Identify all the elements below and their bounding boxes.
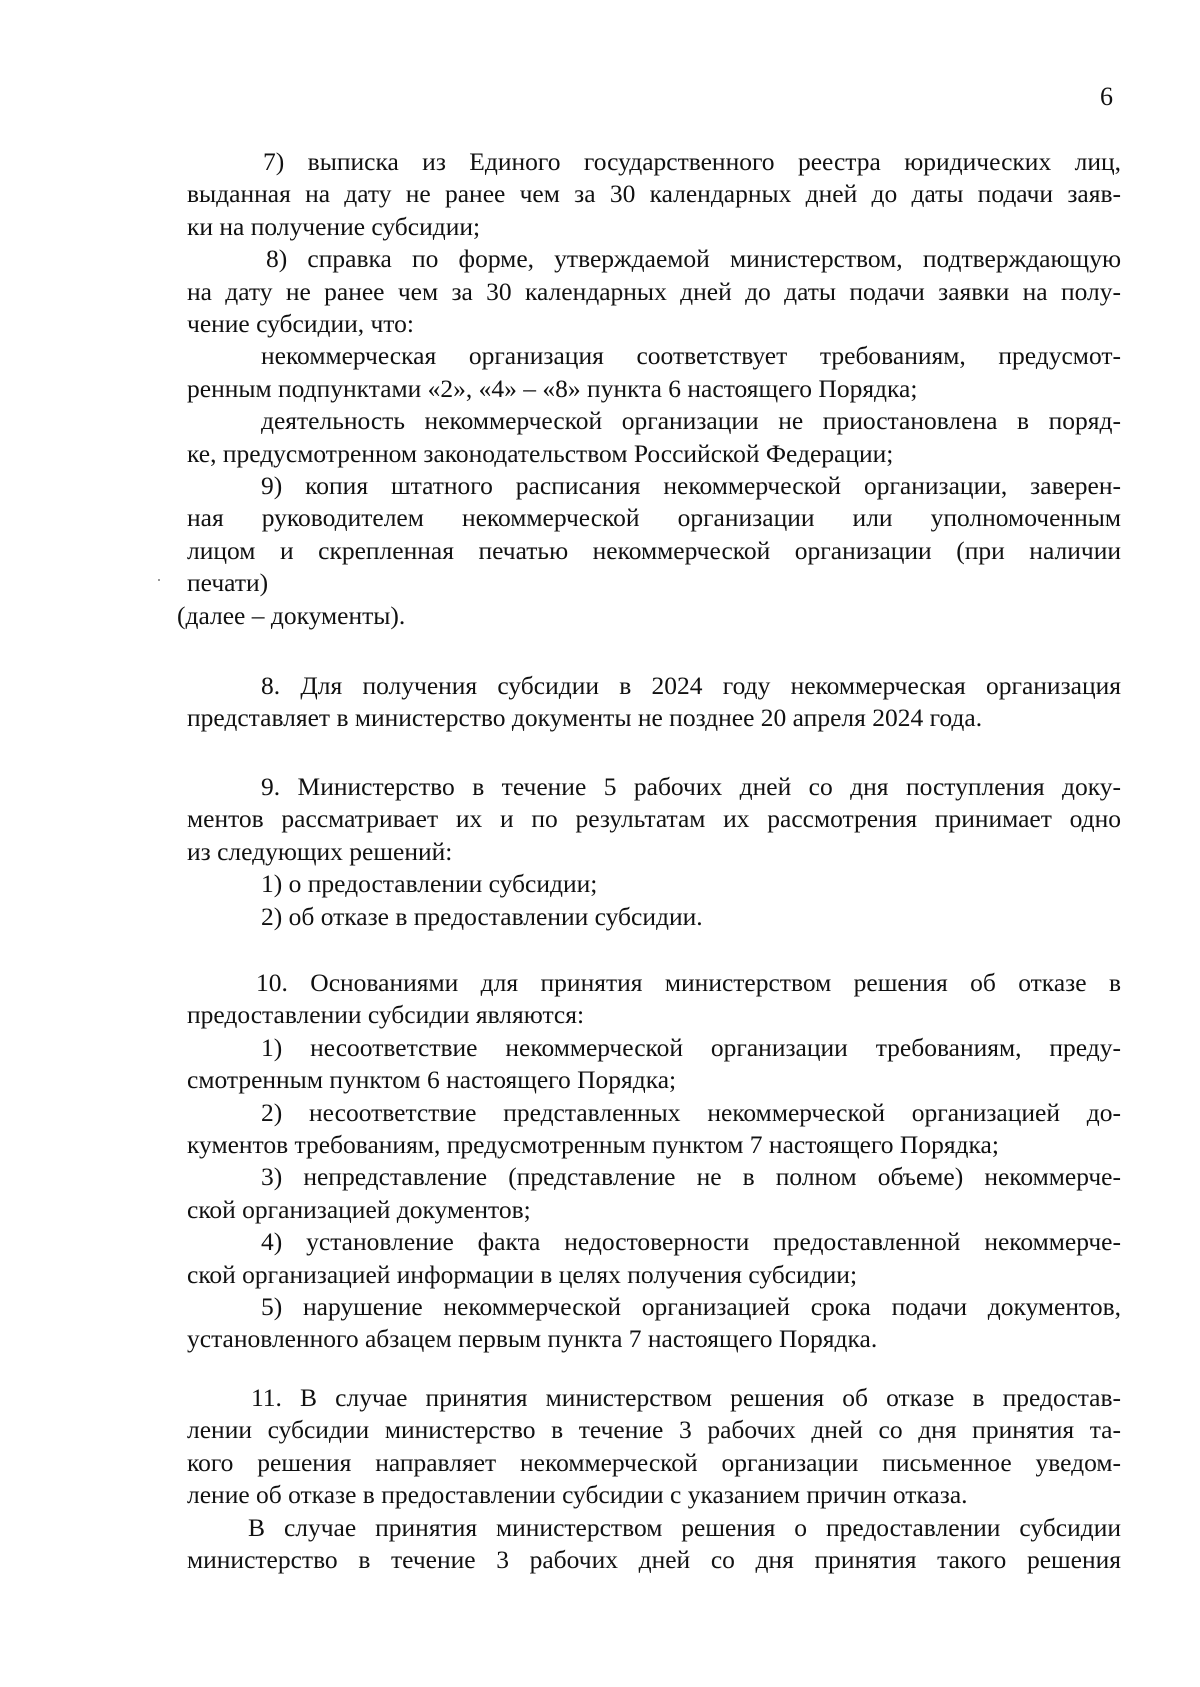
- text-line: 1) несоответствие некоммерческой организации требованиям, преду-: [261, 1032, 1121, 1062]
- text-line: ренным подпунктами «2», «4» – «8» пункта 6 настоящего Порядка;: [187, 373, 918, 403]
- text-line: (далее – документы).: [177, 600, 406, 630]
- point-10: [187, 967, 1121, 1356]
- text-line: деятельность некоммерческой организации не приостановлена в поряд-: [261, 406, 1121, 436]
- text-line: смотренным пунктом 6 настоящего Порядка;: [187, 1065, 677, 1095]
- text-line: ской организацией информации в целях получения субсидии;: [187, 1259, 858, 1289]
- text-line: 9. Министерство в течение 5 рабочих дней со дня поступления доку-: [261, 772, 1121, 801]
- text-line: 2) об отказе в предоставлении субсидии.: [261, 901, 703, 931]
- text-line: министерство в течение 3 рабочих дней со дня принятия такого решения: [187, 1545, 1121, 1575]
- text-line: представляет в министерство документы не позднее 20 апреля 2024 года.: [187, 703, 983, 733]
- text-line: чение субсидии, что:: [187, 309, 414, 339]
- text-line: печати): [187, 568, 269, 598]
- text-line: предоставлении субсидии являются:: [187, 1000, 585, 1030]
- text-line: 7) выписка из Единого государственного реестра юридических лиц,: [263, 147, 1121, 176]
- point-11: [187, 1382, 1121, 1576]
- text-line: на дату не ранее чем за 30 календарных дней до даты подачи заявки на полу-: [187, 276, 1121, 306]
- text-line: лении субсидии министерство в течение 3 рабочих дней со дня принятия та-: [187, 1415, 1121, 1445]
- text-line: В случае принятия министерством решения о предоставлении субсидии: [248, 1512, 1121, 1542]
- text-line: ке, предусмотренном законодательством Российской Федерации;: [187, 438, 894, 468]
- text-line: из следующих решений:: [187, 836, 453, 866]
- point-9: [187, 771, 1121, 933]
- text-line: 4) установление факта недостоверности предоставленной некоммерче-: [261, 1227, 1121, 1257]
- text-line: 5) нарушение некоммерческой организацией срока подачи документов,: [261, 1292, 1121, 1322]
- text-line: 3) непредставление (представление не в полном объеме) некоммерче-: [261, 1162, 1121, 1192]
- text-line: 11. В случае принятия министерством решения об отказе в предостав-: [251, 1383, 1121, 1412]
- text-line: кого решения направляет некоммерческой организации письменное уведом-: [187, 1447, 1121, 1477]
- text-line: лицом и скрепленная печатью некоммерческой организации (при наличии: [187, 535, 1121, 565]
- text-line: ки на получение субсидии;: [187, 211, 481, 241]
- text-line: 9) копия штатного расписания некоммерческой организации, заверен-: [261, 471, 1121, 501]
- text-line: установленного абзацем первым пункта 7 настоящего Порядка.: [187, 1324, 878, 1354]
- scan-speck: [158, 579, 160, 581]
- text-line: кументов требованиям, предусмотренным пунктом 7 настоящего Порядка;: [187, 1130, 999, 1160]
- text-line: 10. Основаниями для принятия министерством решения об отказе в: [256, 968, 1121, 997]
- text-line: некоммерческая организация соответствует требованиям, предусмот-: [261, 341, 1121, 371]
- text-line: 8) справка по форме, утверждаемой министерством, подтверждающую: [266, 244, 1121, 274]
- text-line: 1) о предоставлении субсидии;: [261, 869, 598, 899]
- point-8: [187, 670, 1121, 735]
- text-line: ная руководителем некоммерческой организации или уполномоченным: [187, 503, 1121, 533]
- text-line: ской организацией документов;: [187, 1194, 531, 1224]
- text-line: 8. Для получения субсидии в 2024 году некоммерческая организация: [261, 671, 1121, 700]
- point-7-items: [177, 146, 1121, 632]
- text-line: 2) несоответствие представленных некоммерческой организацией до-: [261, 1097, 1121, 1127]
- text-line: ление об отказе в предоставлении субсидии с указанием причин отказа.: [187, 1480, 968, 1510]
- text-line: выданная на дату не ранее чем за 30 календарных дней до даты подачи заяв-: [187, 179, 1121, 209]
- page-number: 6: [1100, 82, 1113, 111]
- text-line: ментов рассматривает их и по результатам их рассмотрения принимает одно: [187, 804, 1121, 834]
